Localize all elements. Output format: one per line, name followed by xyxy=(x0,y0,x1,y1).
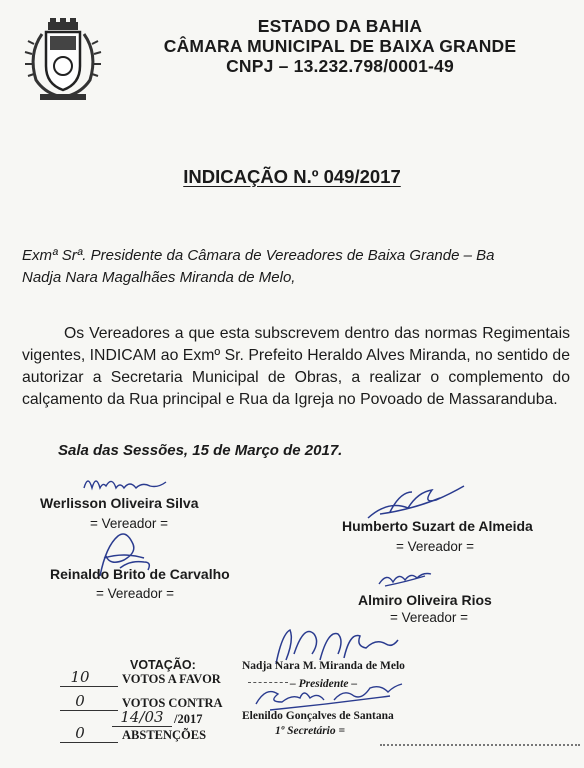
vote-contra-label: VOTOS CONTRA xyxy=(122,696,223,710)
signature-werlisson xyxy=(80,470,170,498)
coat-of-arms-icon xyxy=(22,14,104,104)
signatory-name-2: Humberto Suzart de Almeida xyxy=(342,518,533,534)
voting-title: VOTAÇÃO: xyxy=(130,658,196,672)
president-role: – Presidente – xyxy=(290,678,358,690)
vote-row-abstencoes xyxy=(60,724,230,744)
signatory-name-3: Reinaldo Brito de Carvalho xyxy=(50,566,230,582)
vote-line xyxy=(60,710,118,711)
place-date: Sala das Sessões, 15 de Março de 2017. xyxy=(58,442,343,459)
header-chamber: CÂMARA MUNICIPAL DE BAIXA GRANDE xyxy=(163,36,517,56)
vote-favor-label: VOTOS A FAVOR xyxy=(122,672,221,686)
addressee-line-1: Exmª Srª. Presidente da Câmara de Vereadores de Baixa Grande – Ba xyxy=(22,247,495,264)
vote-favor-count: 10 xyxy=(70,668,90,686)
signatory-name-4: Almiro Oliveira Rios xyxy=(358,592,492,608)
signatory-role-3: = Vereador = xyxy=(96,586,175,601)
addressee-line-2: Nadja Nara Magalhães Miranda de Melo, xyxy=(22,269,296,286)
signatory-name-1: Werlisson Oliveira Silva xyxy=(40,495,199,511)
vote-contra-count: 0 xyxy=(75,692,85,710)
header-state: ESTADO DA BAHIA xyxy=(257,16,423,36)
vote-line xyxy=(112,726,172,727)
body-paragraph: Os Vereadores a que esta subscrevem dentro das normas Regimentais vigentes, INDICAM ao Exmº Sr. Prefeito Heraldo Alves Miranda, no sentido de autorizar a Secretaria Municipal de Obras, a realizar o complemento do calçamento da Rua principal e Rua da Igreja no Povoado de Massaranduba. xyxy=(22,325,570,408)
document-title xyxy=(0,166,584,188)
vote-abstention-label: ABSTENÇÕES xyxy=(122,728,207,742)
signatory-role-4: = Vereador = xyxy=(390,610,469,625)
signatory-role-1: = Vereador = xyxy=(90,516,169,531)
secretary-role: 1º Secretário = xyxy=(275,725,346,737)
divider xyxy=(248,682,288,683)
signature-almiro xyxy=(375,566,435,590)
vote-line xyxy=(60,686,118,687)
vote-date-year: /2017 xyxy=(174,712,203,726)
vote-line xyxy=(60,742,118,743)
vote-date-value: 14/03 xyxy=(120,708,164,726)
vote-abstention-count: 0 xyxy=(75,724,85,742)
vote-row-favor xyxy=(60,668,230,688)
header-cnpj: CNPJ – 13.232.798/0001-49 xyxy=(226,56,454,76)
signatory-role-2: = Vereador = xyxy=(396,539,475,554)
title-text: INDICAÇÃO N.º 049/2017 xyxy=(183,166,401,187)
addressee xyxy=(22,245,567,289)
president-name: Nadja Nara M. Miranda de Melo xyxy=(242,660,405,672)
scan-edge xyxy=(380,744,580,752)
secretary-name: Elenildo Gonçalves de Santana xyxy=(242,710,394,722)
